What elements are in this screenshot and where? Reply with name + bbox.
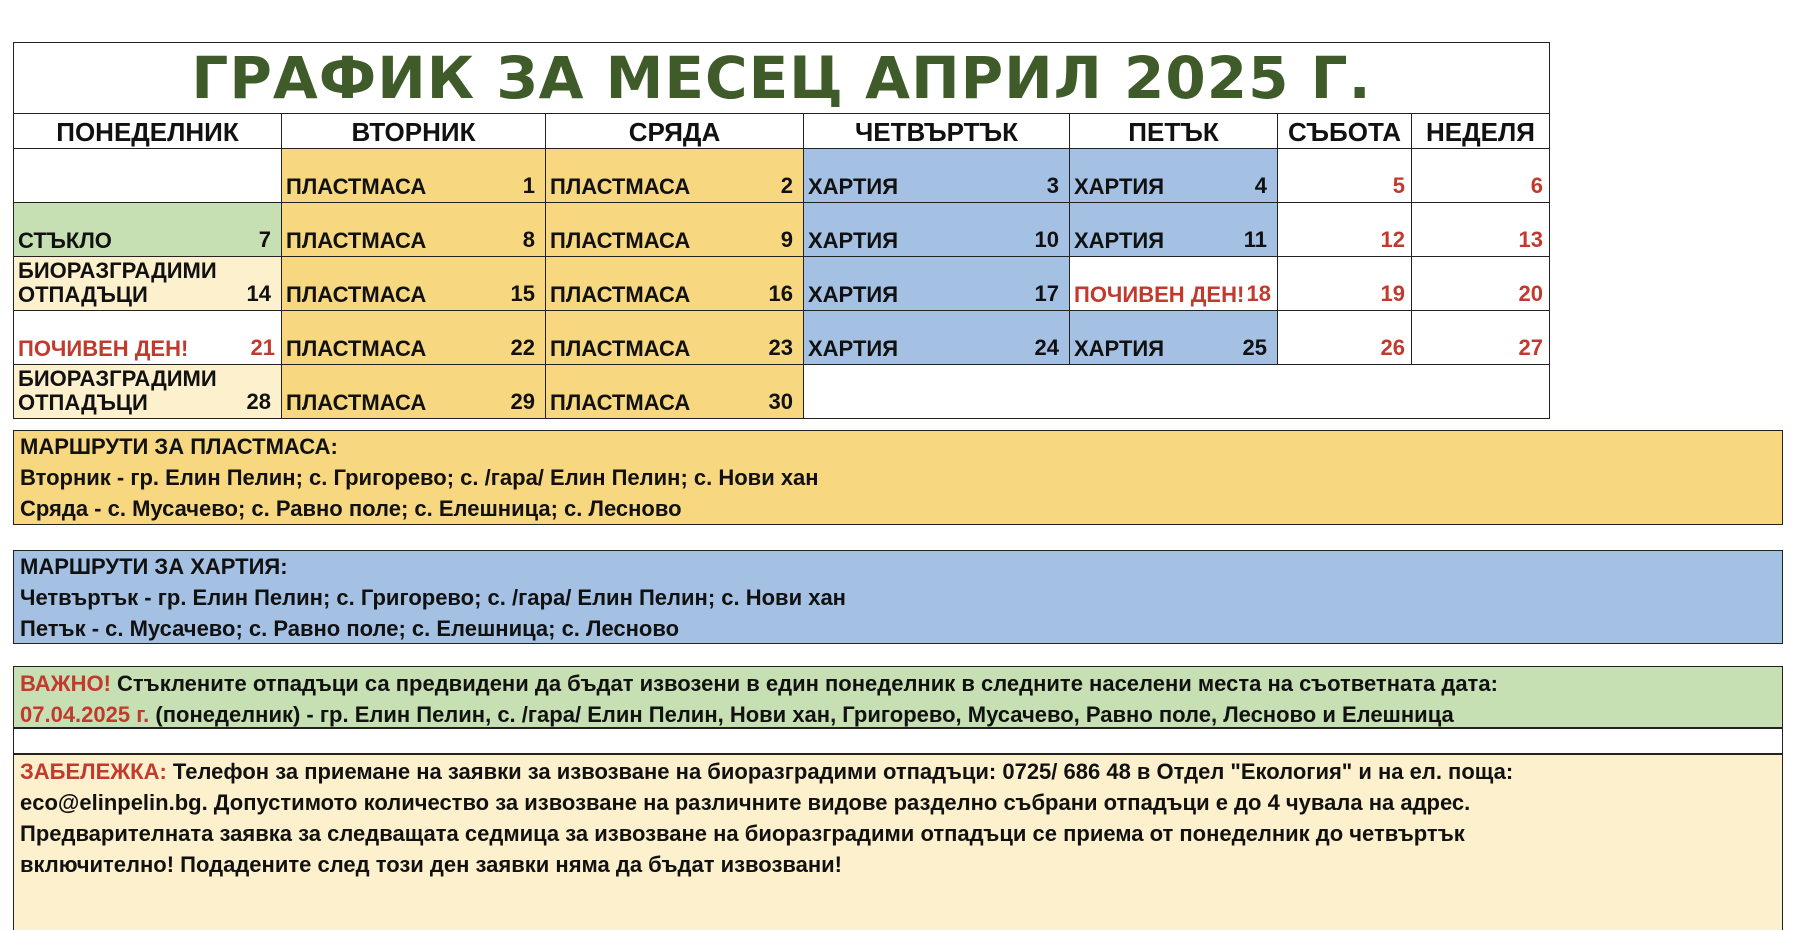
weekday-monday: ПОНЕДЕЛНИК bbox=[14, 114, 282, 149]
day-cell-label: ХАРТИЯ bbox=[808, 282, 899, 307]
page-title: ГРАФИК ЗА МЕСЕЦ АПРИЛ 2025 Г. bbox=[14, 43, 1550, 114]
day-cell bbox=[546, 203, 804, 257]
day-number: 18 bbox=[1246, 281, 1271, 306]
week-row bbox=[14, 203, 1550, 257]
day-number: 10 bbox=[1034, 227, 1059, 252]
plastic-routes-wednesday: Сряда - с. Мусачево; с. Равно поле; с. Елешница; с. Лесново bbox=[20, 496, 682, 521]
day-cell-label: ПОЧИВЕН ДЕН! bbox=[18, 336, 189, 361]
day-cell bbox=[1412, 257, 1550, 311]
day-cell bbox=[282, 149, 546, 203]
day-number: 19 bbox=[1380, 281, 1405, 306]
day-number: 29 bbox=[510, 389, 535, 414]
weekday-sunday: НЕДЕЛЯ bbox=[1412, 114, 1550, 149]
day-number: 15 bbox=[510, 281, 535, 306]
paper-routes-thursday: Четвъртък - гр. Елин Пелин; с. Григорево; с. /гара/ Елин Пелин; с. Нови хан bbox=[20, 585, 846, 610]
day-cell-label: ХАРТИЯ bbox=[808, 336, 899, 361]
day-cell bbox=[282, 311, 546, 365]
day-cell-label: ПЛАСТМАСА bbox=[550, 228, 691, 253]
day-cell-label: ПЛАСТМАСА bbox=[286, 228, 427, 253]
day-cell bbox=[1278, 203, 1412, 257]
day-cell bbox=[14, 149, 282, 203]
day-cell-label: ПЛАСТМАСА bbox=[286, 390, 427, 415]
day-cell-label: БИОРАЗГРАДИМИ ОТПАДЪЦИ bbox=[18, 366, 217, 415]
day-number: 8 bbox=[522, 227, 535, 252]
note-line-4: включително! Подадените след този ден заявки няма да бъдат извозвани! bbox=[20, 852, 842, 877]
day-cell-label: ПЛАСТМАСА bbox=[286, 174, 427, 199]
day-cell bbox=[1412, 149, 1550, 203]
day-cell bbox=[14, 203, 282, 257]
day-number: 1 bbox=[522, 173, 535, 198]
day-cell bbox=[1070, 203, 1278, 257]
day-cell-label: СТЪКЛО bbox=[18, 228, 112, 253]
day-cell bbox=[804, 311, 1070, 365]
day-cell-label: ПЛАСТМАСА bbox=[550, 336, 691, 361]
weekday-friday: ПЕТЪК bbox=[1070, 114, 1278, 149]
day-cell bbox=[804, 203, 1070, 257]
week-row bbox=[14, 149, 1550, 203]
important-label: ВАЖНО! bbox=[20, 671, 111, 696]
weekday-wednesday: СРЯДА bbox=[546, 114, 804, 149]
plastic-routes-tuesday: Вторник - гр. Елин Пелин; с. Григорево; с. /гара/ Елин Пелин; с. Нови хан bbox=[20, 465, 819, 490]
day-number: 9 bbox=[780, 227, 793, 252]
important-notice bbox=[13, 666, 1783, 728]
day-cell bbox=[1070, 257, 1278, 311]
day-cell bbox=[804, 149, 1070, 203]
week-row bbox=[14, 365, 1550, 419]
day-cell-label: ХАРТИЯ bbox=[1074, 336, 1165, 361]
day-cell-label: ПЛАСТМАСА bbox=[550, 174, 691, 199]
week-row bbox=[14, 311, 1550, 365]
day-number: 3 bbox=[1046, 173, 1059, 198]
day-cell bbox=[546, 257, 804, 311]
day-cell bbox=[804, 257, 1070, 311]
day-cell-label: ПЛАСТМАСА bbox=[286, 282, 427, 307]
day-cell-label: ХАРТИЯ bbox=[808, 174, 899, 199]
schedule-table bbox=[13, 42, 1550, 419]
day-cell-label: ПОЧИВЕН ДЕН! bbox=[1074, 282, 1245, 307]
day-cell bbox=[1070, 149, 1278, 203]
day-cell-label: ХАРТИЯ bbox=[1074, 174, 1165, 199]
important-text: Стъклените отпадъци са предвидени да бъдат извозени в един понеделник в следните населени места на съответната дата: bbox=[110, 671, 1498, 696]
note-box bbox=[13, 754, 1783, 930]
day-cell bbox=[1278, 257, 1412, 311]
day-cell bbox=[1278, 311, 1412, 365]
day-number: 25 bbox=[1242, 335, 1267, 360]
paper-routes-box bbox=[13, 550, 1783, 644]
plastic-routes-heading: МАРШРУТИ ЗА ПЛАСТМАСА: bbox=[20, 434, 338, 459]
paper-routes-heading: МАРШРУТИ ЗА ХАРТИЯ: bbox=[20, 554, 288, 579]
day-cell bbox=[546, 149, 804, 203]
day-cell bbox=[282, 365, 546, 419]
note-label: ЗАБЕЛЕЖКА: bbox=[20, 759, 167, 784]
note-line-2: eco@elinpelin.bg. Допустимото количество за извозване на различните видове разделно събрани отпадъци е до 4 чувала на адрес. bbox=[20, 790, 1471, 815]
day-number: 16 bbox=[768, 281, 793, 306]
weekday-tuesday: ВТОРНИК bbox=[282, 114, 546, 149]
day-cell bbox=[1070, 311, 1278, 365]
day-cell bbox=[546, 365, 804, 419]
day-number: 6 bbox=[1530, 173, 1543, 198]
day-number: 7 bbox=[258, 227, 271, 252]
important-date-text: (понеделник) - гр. Елин Пелин, с. /гара/ Елин Пелин, Нови хан, Григорево, Мусачево, Равно поле, Лесново и Елешница bbox=[149, 702, 1454, 727]
spacer-row bbox=[13, 728, 1783, 754]
day-cell bbox=[1412, 311, 1550, 365]
day-number: 21 bbox=[250, 335, 275, 360]
weekday-header-row bbox=[14, 114, 1550, 149]
day-cell-label: ХАРТИЯ bbox=[1074, 228, 1165, 253]
day-cell-label: ПЛАСТМАСА bbox=[550, 390, 691, 415]
day-cell bbox=[14, 311, 282, 365]
day-cell bbox=[14, 365, 282, 419]
day-number: 28 bbox=[246, 389, 271, 414]
weekday-saturday: СЪБОТА bbox=[1278, 114, 1412, 149]
weekday-thursday: ЧЕТВЪРТЪК bbox=[804, 114, 1070, 149]
note-line-3: Предварителната заявка за следващата седмица за извозване на биоразградими отпадъци се приема от понеделник до четвъртък bbox=[20, 821, 1465, 846]
plastic-routes-box bbox=[13, 430, 1783, 525]
day-number: 23 bbox=[768, 335, 793, 360]
day-number: 12 bbox=[1380, 227, 1405, 252]
day-number: 2 bbox=[780, 173, 793, 198]
day-cell bbox=[546, 311, 804, 365]
day-cell-label: БИОРАЗГРАДИМИ ОТПАДЪЦИ bbox=[18, 258, 217, 307]
day-number: 4 bbox=[1254, 173, 1267, 198]
day-number: 20 bbox=[1518, 281, 1543, 306]
day-cell-label: ПЛАСТМАСА bbox=[550, 282, 691, 307]
day-cell bbox=[14, 257, 282, 311]
important-date: 07.04.2025 г. bbox=[20, 702, 150, 727]
empty-cell bbox=[804, 365, 1550, 419]
day-cell bbox=[1412, 203, 1550, 257]
day-number: 14 bbox=[246, 281, 271, 306]
day-cell bbox=[282, 257, 546, 311]
day-cell bbox=[1278, 149, 1412, 203]
day-number: 5 bbox=[1392, 173, 1405, 198]
day-cell-label: ХАРТИЯ bbox=[808, 228, 899, 253]
paper-routes-friday: Петък - с. Мусачево; с. Равно поле; с. Елешница; с. Лесново bbox=[20, 616, 680, 641]
day-number: 13 bbox=[1518, 227, 1543, 252]
day-number: 11 bbox=[1243, 227, 1267, 252]
day-cell bbox=[282, 203, 546, 257]
day-number: 27 bbox=[1518, 335, 1543, 360]
day-number: 30 bbox=[768, 389, 793, 414]
note-line-1: Телефон за приемане на заявки за извозване на биоразградими отпадъци: 0725/ 686 48 в Отдел "Екология" и на ел. поща: bbox=[166, 759, 1514, 784]
calendar-weeks bbox=[14, 149, 1550, 419]
day-number: 26 bbox=[1380, 335, 1405, 360]
week-row bbox=[14, 257, 1550, 311]
day-cell-label: ПЛАСТМАСА bbox=[286, 336, 427, 361]
day-number: 22 bbox=[510, 335, 535, 360]
day-number: 17 bbox=[1034, 281, 1059, 306]
day-number: 24 bbox=[1034, 335, 1059, 360]
